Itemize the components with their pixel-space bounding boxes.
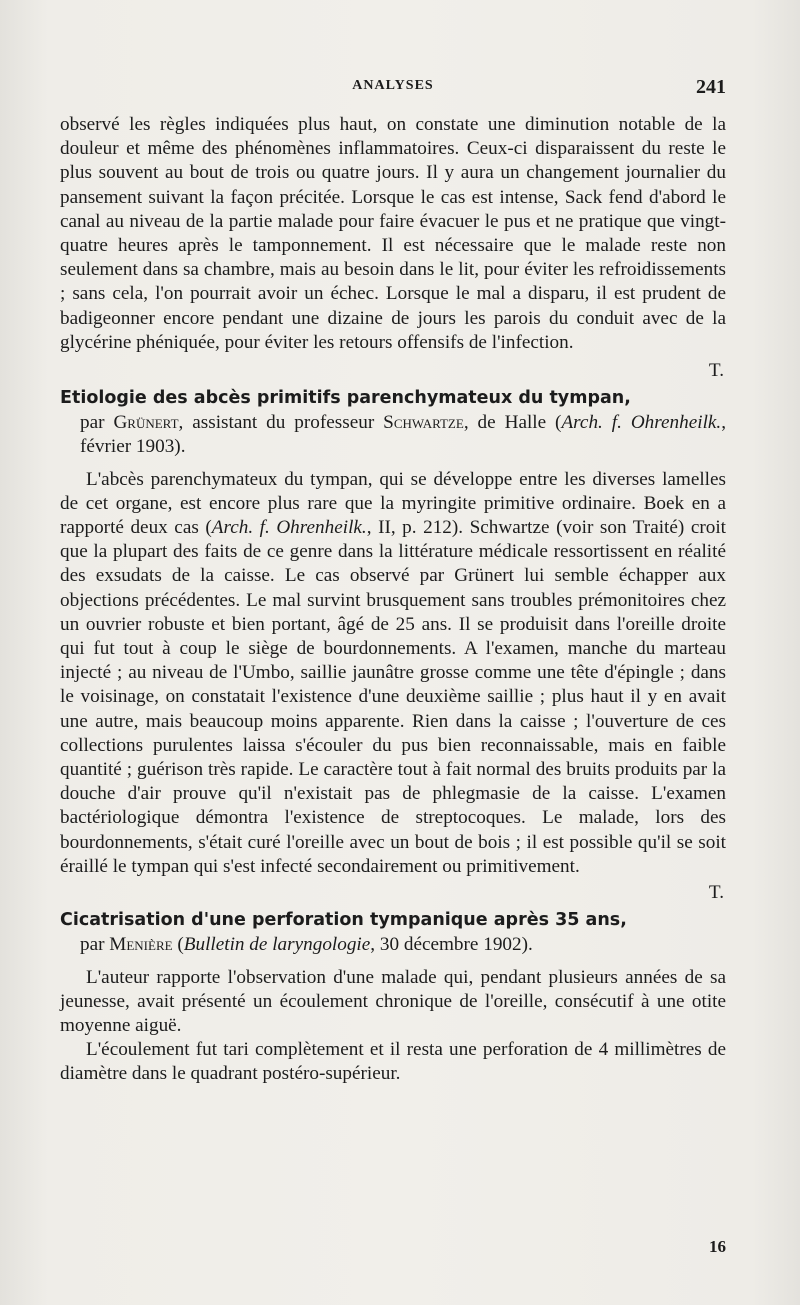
byline-prefix: par: [80, 412, 105, 434]
byline-date: , février 1903).: [80, 412, 727, 458]
byline-journal: Bulletin de laryngologie: [183, 934, 371, 956]
byline-professor: Schwartze: [383, 412, 464, 434]
author-signature: T.: [708, 360, 724, 382]
signature-mark: 16: [709, 1237, 726, 1256]
byline-city: , de Halle (: [463, 412, 562, 434]
citation-journal: Arch. f. Ohrenheilk.: [211, 517, 367, 539]
continued-paragraph: observé les règles indiquées plus haut, on constate une diminution notable de la douleur et même des phénomènes inflammatoires. Ceux-ci disparaissent du reste le plus souvent au bout de trois ou quatre jours. Il y aura un changement journalier du pansement suivant la façon précitée. Lorsque le cas est intense, Sack fend d'abord le canal au niveau de la partie malade pour faire évacuer le pus et ne pratique que vingt-quatre heures après le tamponnement. Il est nécessaire que le malade reste non seulement dans sa chambre, mais au besoin dans le lit, pour éviter les refroidissements ; sans cela, l'on pourrait avoir un échec. Lorsque le mal a disparu, il est prudent de badigeonner encore pendant une dizaine de jours les parois du conduit avec de la glycérine phéniquée, pour éviter les retours offensifs de l'infection.: [60, 114, 726, 353]
page-number: 241: [696, 76, 726, 98]
running-head-title: ANALYSES: [352, 78, 434, 93]
byline-author: Menière: [109, 934, 173, 956]
body-text: [60, 113, 726, 1087]
article-paragraph: L'auteur rapporte l'observation d'une malade qui, pendant plusieurs années de sa jeunesse, avait présenté un écoulement chronique de l'oreille, consécutif à une otite moyenne aiguë.: [60, 966, 726, 1036]
article-paragraph: L'écoulement fut tari complètement et il resta une perforation de 4 millimètres de diamètre dans le quadrant postéro-supérieur.: [60, 1039, 726, 1085]
article-byline: [60, 411, 726, 459]
article-byline: [60, 933, 726, 957]
byline-date: , 30 décembre 1902).: [370, 934, 533, 956]
running-head: [60, 76, 726, 98]
byline-journal: Arch. f. Ohrenheilk.: [561, 412, 722, 434]
byline-prefix: par: [80, 934, 105, 956]
byline-open: (: [172, 934, 184, 956]
article-paragraph: [60, 468, 726, 879]
paragraph-part-b: , II, p. 212). Schwartze (voir son Traité) croit que la plupart des faits de ce genre dans la littérature médicale ressortissent en réalité des exsudats de la caisse. Le cas observé par Grünert lui semble échapper aux objections précédentes. Le mal survint brusquement sans troubles prémonitoires chez un ouvrier robuste et bien portant, âgé de 25 ans. Il se produisit dans l'oreille droite qui fut tout à coup le siège de bourdonnements. A l'examen, manche du marteau injecté ; au niveau de l'Umbo, saillie jaunâtre grosse comme une tête d'épingle ; dans le voisinage, on constatait l'existence d'une deuxième saillie ; plus haut il y en avait une autre, mais beaucoup moins apparente. Rien dans la caisse ; l'ouverture de ces collections purulentes laissa s'écouler du pus bien reconnaissable, mais en faible quantité ; guérison très rapide. Le caractère tout à fait normal des bruits produits par la douche d'air prouve qu'il n'existait pas de phlegmasie de la caisse. L'examen bactériologique démontra l'existence de streptocoques. Le malade, lors des bourdonnements, s'était curé l'oreille avec un bout de bois ; il est possible qu'il se soit éraillé le tympan qui s'est infecté secondairement ou primitivement.: [60, 517, 726, 877]
article-title: Cicatrisation d'une perforation tympanique après 35 ans,: [60, 910, 627, 931]
byline-author: Grünert: [113, 412, 179, 434]
paragraph-part-a: L'abcès parenchymateux du tympan, qui se développe entre les diverses lamelles de cet organe, est encore plus rare que la myringite primitive ordinaire. Boek en a rapporté deux cas (: [60, 468, 726, 539]
byline-mid: , assistant du professeur: [178, 412, 375, 434]
author-signature: T.: [708, 882, 724, 904]
article-title: Etiologie des abcès primitifs parenchymateux du tympan,: [60, 388, 631, 409]
